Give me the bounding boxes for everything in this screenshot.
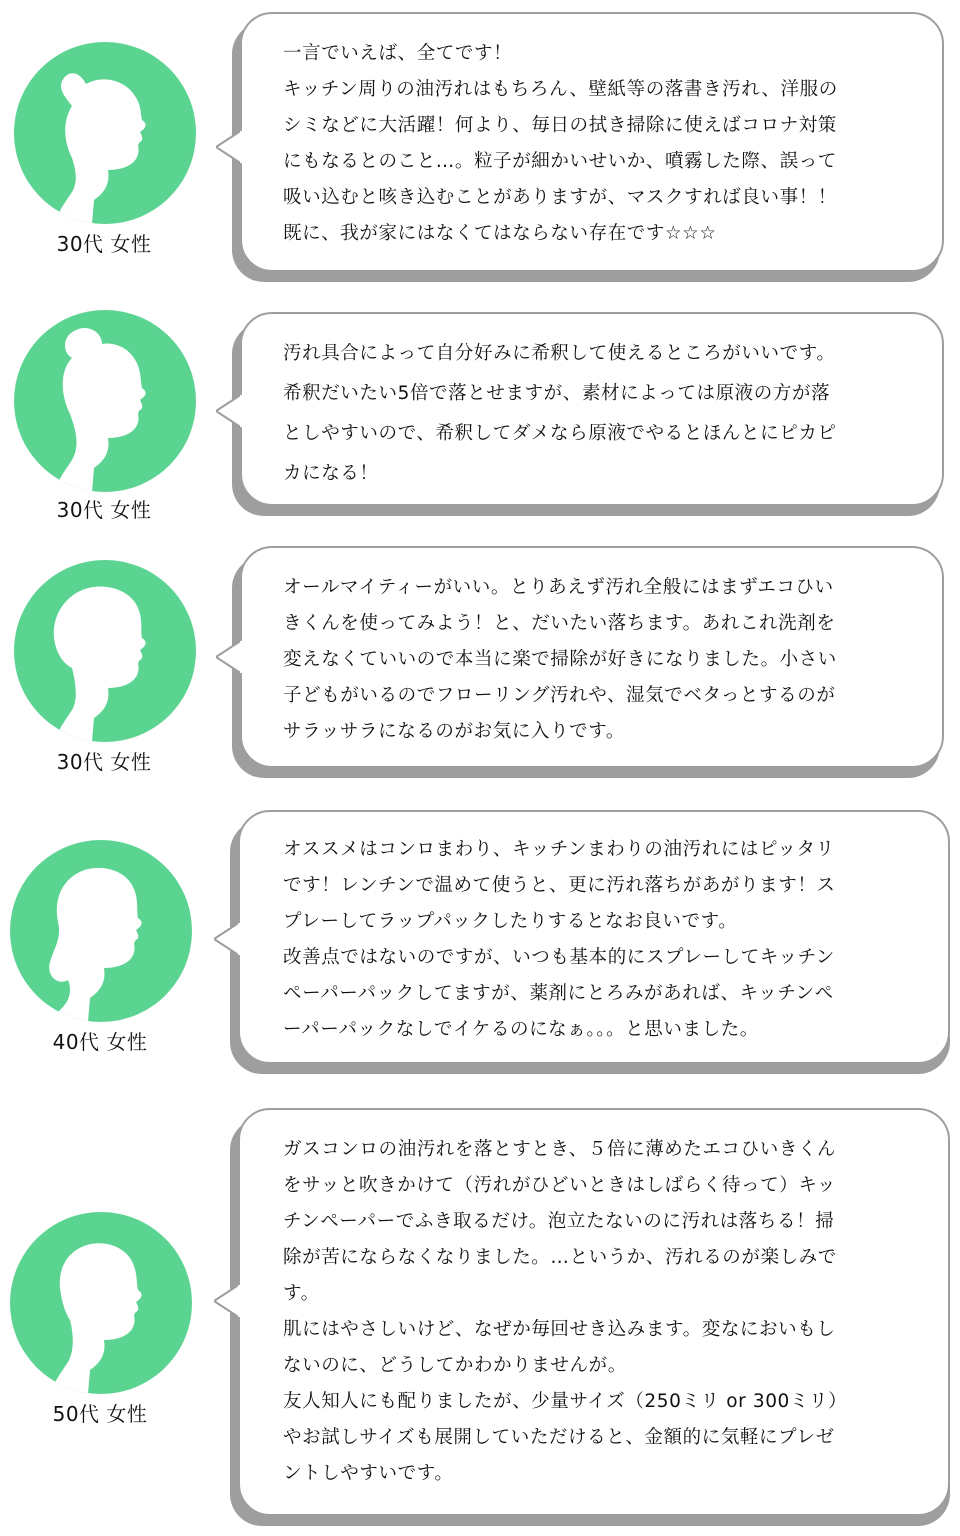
reviewer-age-label: 40代 女性 xyxy=(52,1030,148,1054)
review-text: オススメはコンロまわり、キッチンまわりの油汚れにはピッタリ です！レンチンで温めて使うと、更に汚れ落ちがあがります！ス プレーしてラップパックしたりするとなお良いです。 改善点ではないのですが、いつも基本的にスプレーしてキッチン ペーパーパックしてますが、薬剤にとろみがあれば、キッチンペ ーパーパックなしでイケるのになぁ。。。と思いました。 xyxy=(283,839,836,1040)
reviewer-age-label: 30代 女性 xyxy=(56,498,152,522)
bubble-tail xyxy=(214,1284,240,1318)
review-text: 汚れ具合によって自分好みに希釈して使えるところがいいです。 希釈だいたい5倍で落とせますが、素材によっては原液の方が落 としやすいので、希釈してダメなら原液でやるとほんとにピカピ カになる！ xyxy=(283,343,837,484)
review-text: 一言でいえば、全てです！ キッチン周りの油汚れはもちろん、壁紙等の落書き汚れ、洋服の シミなどに大活躍！何より、毎日の拭き掃除に使えばコロナ対策 にもなるとのこと…。粒子が細かいせいか、噴霧した際、誤って 吸い込むと咳き込むことがありますが、マスクすれば良い事！！ 既に、我が家にはなくてはならない存在です☆☆☆ xyxy=(283,43,838,244)
reviewer-age-label: 50代 女性 xyxy=(52,1402,148,1426)
reviewer-age-label: 30代 女性 xyxy=(56,232,152,256)
review-text: ガスコンロの油汚れを落とすとき、５倍に薄めたエコひいきくん をサッと吹きかけて（汚れがひどいときはしばらく待って）キッ チンペーパーでふき取るだけ。泡立たないのに汚れは落ちる！掃 除が苦にならなくなりました。…というか、汚れるのが楽しみで す。 肌にはやさしいけど、なぜか毎回せき込みます。変なにおいもし ないのに、どうしてかわかりませんが。 友人知人にも配りましたが、少量サイズ（250ミリ or 300ミリ） やお試しサイズも展開していただけると、金額的に気軽にプレゼ ントしやすいです。 xyxy=(283,1139,848,1484)
avatar xyxy=(10,1212,192,1394)
review-text: オールマイティーがいい。とりあえず汚れ全般にはまずエコひい きくんを使ってみよう！と、だいたい落ちます。あれこれ洗剤を 変えなくていいので本当に楽で掃除が好きになりました。小さい 子どもがいるのでフローリング汚れや、湿気でベタっとするのが サラッサラになるのがお気に入りです。 xyxy=(283,577,837,742)
woman-short-hair-silhouette-icon xyxy=(10,1212,192,1394)
reviewer-age-label: 30代 女性 xyxy=(56,750,152,774)
